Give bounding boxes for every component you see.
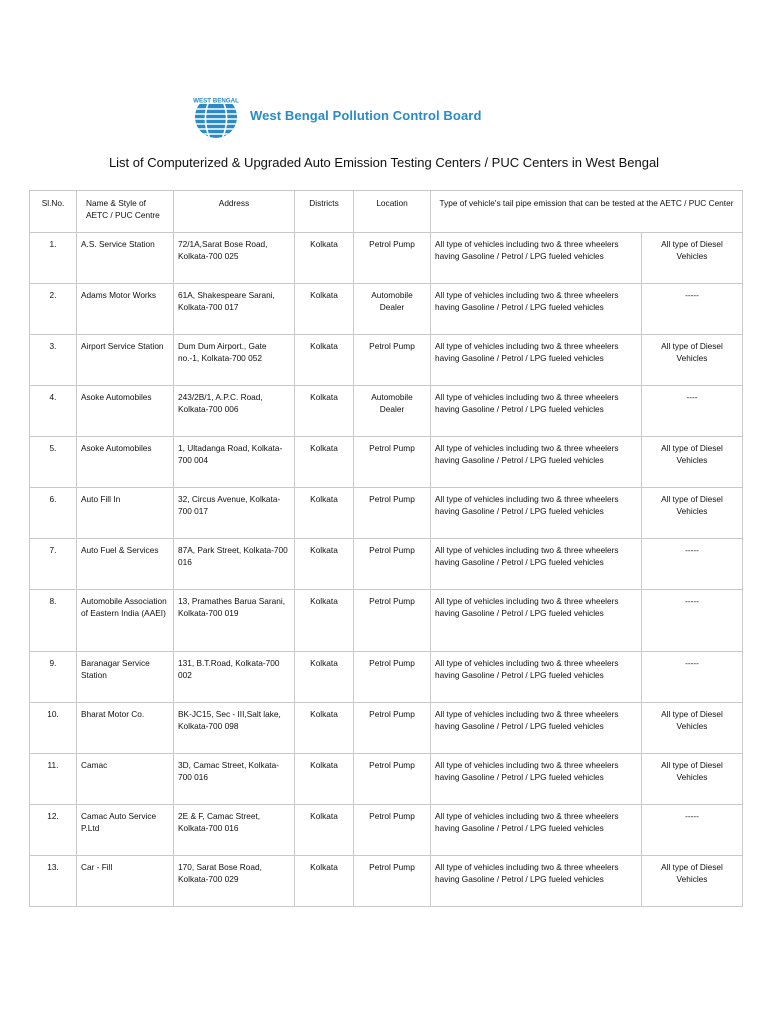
cell-location: Petrol Pump [354, 652, 431, 703]
cell-address: 13, Pramathes Barua Sarani, Kolkata-700 019 [174, 590, 295, 652]
cell-location: Petrol Pump [354, 856, 431, 907]
cell-centre-name: A.S. Service Station [77, 233, 174, 284]
cell-location: Automobile Dealer [354, 284, 431, 335]
cell-district: Kolkata [295, 590, 354, 652]
table-row [30, 754, 743, 805]
page-header [190, 90, 481, 140]
cell-address: Dum Dum Airport., Gate no.-1, Kolkata-700 052 [174, 335, 295, 386]
cell-diesel-vehicles: ----- [642, 284, 743, 335]
cell-location: Petrol Pump [354, 805, 431, 856]
table-row [30, 335, 743, 386]
cell-district: Kolkata [295, 284, 354, 335]
cell-address: 243/2B/1, A.P.C. Road, Kolkata-700 006 [174, 386, 295, 437]
cell-address: 72/1A,Sarat Bose Road, Kolkata-700 025 [174, 233, 295, 284]
cell-centre-name: Camac Auto Service P.Ltd [77, 805, 174, 856]
table-row [30, 805, 743, 856]
table-row [30, 488, 743, 539]
cell-district: Kolkata [295, 805, 354, 856]
cell-sl-no: 10. [30, 703, 77, 754]
table-body [30, 233, 743, 907]
header-location: Location [354, 191, 431, 233]
cell-district: Kolkata [295, 539, 354, 590]
cell-petrol-vehicles: All type of vehicles including two & three wheelers having Gasoline / Petrol / LPG fueled vehicles [431, 703, 642, 754]
cell-petrol-vehicles: All type of vehicles including two & three wheelers having Gasoline / Petrol / LPG fueled vehicles [431, 652, 642, 703]
cell-district: Kolkata [295, 386, 354, 437]
cell-location: Petrol Pump [354, 754, 431, 805]
cell-petrol-vehicles: All type of vehicles including two & three wheelers having Gasoline / Petrol / LPG fueled vehicles [431, 590, 642, 652]
header-sl-no: Sl.No. [30, 191, 77, 233]
logo-text: WEST BENGAL [193, 97, 239, 105]
cell-address: 61A, Shakespeare Sarani, Kolkata-700 017 [174, 284, 295, 335]
cell-sl-no: 7. [30, 539, 77, 590]
cell-sl-no: 3. [30, 335, 77, 386]
cell-sl-no: 5. [30, 437, 77, 488]
cell-diesel-vehicles: All type of Diesel Vehicles [642, 233, 743, 284]
header-vehicle-type: Type of vehicle's tail pipe emission that can be tested at the AETC / PUC Center [431, 191, 743, 233]
cell-centre-name: Baranagar Service Station [77, 652, 174, 703]
cell-location: Petrol Pump [354, 437, 431, 488]
cell-location: Petrol Pump [354, 590, 431, 652]
cell-petrol-vehicles: All type of vehicles including two & three wheelers having Gasoline / Petrol / LPG fueled vehicles [431, 805, 642, 856]
cell-sl-no: 8. [30, 590, 77, 652]
cell-diesel-vehicles: All type of Diesel Vehicles [642, 488, 743, 539]
cell-centre-name: Auto Fuel & Services [77, 539, 174, 590]
cell-address: 1, Ultadanga Road, Kolkata-700 004 [174, 437, 295, 488]
wbpcb-logo-icon [190, 91, 242, 139]
cell-location: Petrol Pump [354, 335, 431, 386]
cell-sl-no: 13. [30, 856, 77, 907]
cell-district: Kolkata [295, 754, 354, 805]
cell-centre-name: Airport Service Station [77, 335, 174, 386]
table-row [30, 437, 743, 488]
table-row [30, 539, 743, 590]
table-row [30, 386, 743, 437]
cell-location: Petrol Pump [354, 488, 431, 539]
table-row [30, 284, 743, 335]
cell-sl-no: 2. [30, 284, 77, 335]
cell-petrol-vehicles: All type of vehicles including two & three wheelers having Gasoline / Petrol / LPG fueled vehicles [431, 488, 642, 539]
cell-address: 131, B.T.Road, Kolkata-700 002 [174, 652, 295, 703]
cell-district: Kolkata [295, 488, 354, 539]
cell-diesel-vehicles: ---- [642, 386, 743, 437]
cell-petrol-vehicles: All type of vehicles including two & three wheelers having Gasoline / Petrol / LPG fueled vehicles [431, 335, 642, 386]
cell-diesel-vehicles: ----- [642, 652, 743, 703]
cell-diesel-vehicles: All type of Diesel Vehicles [642, 856, 743, 907]
cell-diesel-vehicles: All type of Diesel Vehicles [642, 703, 743, 754]
cell-district: Kolkata [295, 652, 354, 703]
cell-diesel-vehicles: ----- [642, 539, 743, 590]
puc-centers-table [29, 190, 743, 907]
cell-diesel-vehicles: All type of Diesel Vehicles [642, 437, 743, 488]
table-row [30, 233, 743, 284]
cell-petrol-vehicles: All type of vehicles including two & three wheelers having Gasoline / Petrol / LPG fueled vehicles [431, 284, 642, 335]
cell-petrol-vehicles: All type of vehicles including two & three wheelers having Gasoline / Petrol / LPG fueled vehicles [431, 539, 642, 590]
cell-diesel-vehicles: All type of Diesel Vehicles [642, 335, 743, 386]
cell-district: Kolkata [295, 335, 354, 386]
table-row [30, 652, 743, 703]
cell-district: Kolkata [295, 437, 354, 488]
cell-sl-no: 1. [30, 233, 77, 284]
cell-centre-name: Asoke Automobiles [77, 437, 174, 488]
cell-district: Kolkata [295, 856, 354, 907]
cell-centre-name: Asoke Automobiles [77, 386, 174, 437]
cell-centre-name: Auto Fill In [77, 488, 174, 539]
table-row [30, 856, 743, 907]
cell-petrol-vehicles: All type of vehicles including two & three wheelers having Gasoline / Petrol / LPG fueled vehicles [431, 437, 642, 488]
cell-location: Petrol Pump [354, 539, 431, 590]
cell-centre-name: Adams Motor Works [77, 284, 174, 335]
cell-sl-no: 6. [30, 488, 77, 539]
table-row [30, 703, 743, 754]
table-row [30, 590, 743, 652]
document-title: List of Computerized & Upgraded Auto Emission Testing Centers / PUC Centers in West Bengal [108, 155, 660, 170]
cell-district: Kolkata [295, 233, 354, 284]
cell-sl-no: 12. [30, 805, 77, 856]
cell-diesel-vehicles: ----- [642, 805, 743, 856]
cell-address: 2E & F, Camac Street, Kolkata-700 016 [174, 805, 295, 856]
cell-petrol-vehicles: All type of vehicles including two & three wheelers having Gasoline / Petrol / LPG fueled vehicles [431, 233, 642, 284]
cell-petrol-vehicles: All type of vehicles including two & three wheelers having Gasoline / Petrol / LPG fueled vehicles [431, 856, 642, 907]
cell-location: Automobile Dealer [354, 386, 431, 437]
cell-sl-no: 11. [30, 754, 77, 805]
cell-petrol-vehicles: All type of vehicles including two & three wheelers having Gasoline / Petrol / LPG fueled vehicles [431, 754, 642, 805]
cell-centre-name: Automobile Association of Eastern India (AAEI) [77, 590, 174, 652]
cell-address: 32, Circus Avenue, Kolkata-700 017 [174, 488, 295, 539]
header-districts: Districts [295, 191, 354, 233]
org-name: West Bengal Pollution Control Board [250, 107, 482, 123]
header-address: Address [174, 191, 295, 233]
table-header-row [30, 191, 743, 233]
cell-centre-name: Camac [77, 754, 174, 805]
cell-address: 87A, Park Street, Kolkata-700 016 [174, 539, 295, 590]
cell-sl-no: 9. [30, 652, 77, 703]
cell-diesel-vehicles: All type of Diesel Vehicles [642, 754, 743, 805]
cell-petrol-vehicles: All type of vehicles including two & three wheelers having Gasoline / Petrol / LPG fueled vehicles [431, 386, 642, 437]
cell-address: BK-JC15, Sec - III,Salt lake, Kolkata-700 098 [174, 703, 295, 754]
cell-location: Petrol Pump [354, 703, 431, 754]
cell-district: Kolkata [295, 703, 354, 754]
cell-address: 170, Sarat Bose Road, Kolkata-700 029 [174, 856, 295, 907]
cell-centre-name: Car - Fill [77, 856, 174, 907]
cell-centre-name: Bharat Motor Co. [77, 703, 174, 754]
header-name: Name & Style of AETC / PUC Centre [77, 191, 174, 233]
cell-location: Petrol Pump [354, 233, 431, 284]
cell-diesel-vehicles: ----- [642, 590, 743, 652]
cell-address: 3D, Camac Street, Kolkata-700 016 [174, 754, 295, 805]
cell-sl-no: 4. [30, 386, 77, 437]
